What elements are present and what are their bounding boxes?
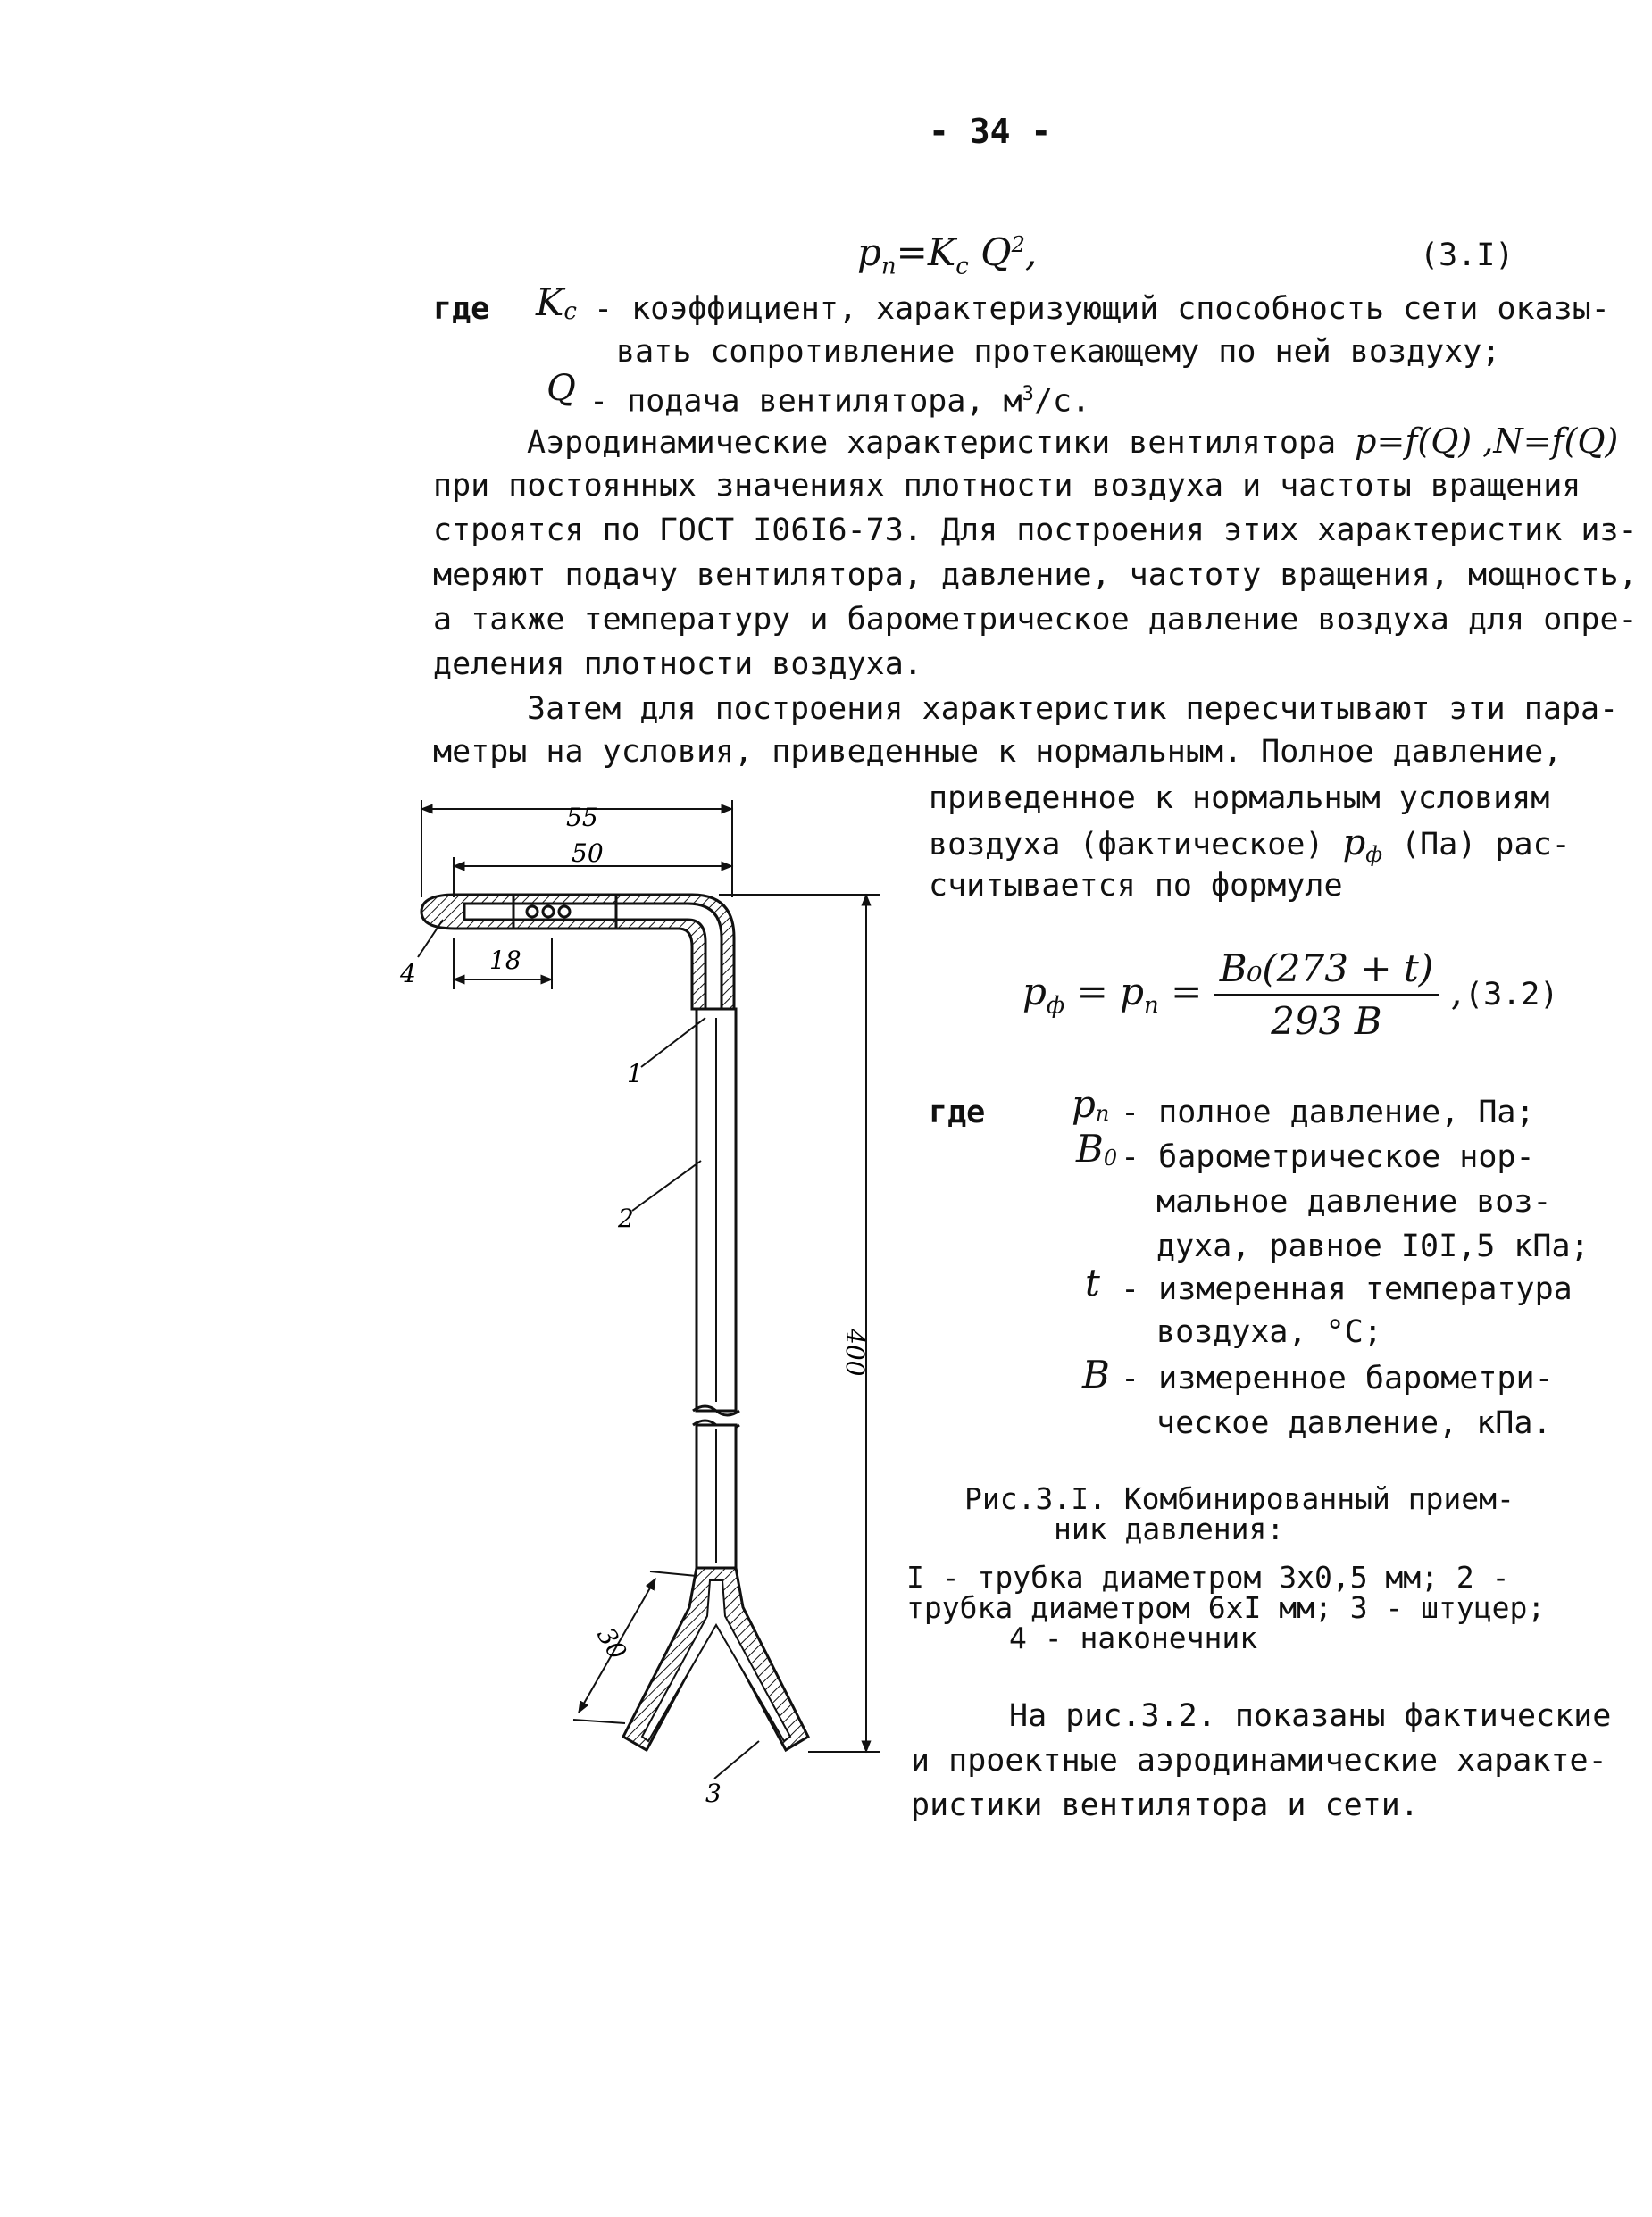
def-b0-sym: B (1076, 1127, 1104, 1171)
kc-definition-line-1: - коэффициент, характеризующий способность сети оказы- (594, 291, 1610, 327)
figure-caption-line-2: трубка диаметром 6xI мм; 3 - штуцер; (906, 1590, 1546, 1625)
para2-line-3: приведенное к нормальным условиям (929, 780, 1550, 816)
eq31-exp: 2 (1011, 232, 1025, 257)
where-label-2: где (929, 1095, 986, 1130)
eq31-mid: =K (896, 230, 956, 274)
equation-3-2-number: (3.2) (1464, 977, 1559, 1013)
def-t-symbol: t (1085, 1261, 1100, 1304)
para3-line-3: ристики вентилятора и сети. (911, 1788, 1419, 1823)
where-label-1: где (433, 291, 490, 327)
equation-3-1-number: (3.I) (1420, 238, 1514, 273)
def-b0-sub: 0 (1103, 1146, 1118, 1171)
para1-line-4: меряют подачу вентилятора, давление, частоту вращения, мощность, (433, 557, 1638, 593)
def-b-symbol: B (1082, 1353, 1110, 1396)
def-pn-sub: n (1095, 1101, 1110, 1127)
eq32-eq: = (1171, 970, 1203, 1013)
para1-line-5: а также температуру и барометрическое давление воздуха для опре- (433, 602, 1638, 638)
dim-55: 55 (566, 803, 598, 832)
para2-line-4b: (Па) рас- (1401, 827, 1571, 863)
figure-caption-title-2: ник давления: (1054, 1512, 1285, 1546)
def-pn-line-1: - полное давление, Па; (1121, 1095, 1535, 1130)
dim-18: 18 (489, 946, 521, 975)
para2-line-1: Затем для построения характеристик пересчитывают эти пара- (527, 691, 1619, 727)
probe-body (421, 895, 808, 1750)
para1-line-6: деления плотности воздуха. (433, 646, 922, 682)
q-symbol: Q (546, 368, 576, 409)
callout-3: 3 (705, 1779, 722, 1808)
eq32-lhs: p (1022, 970, 1047, 1013)
para3-line-1: На рис.3.2. показаны фактические (1009, 1698, 1612, 1734)
eq31-tail: , (1024, 230, 1038, 274)
para1-line-1-text: Аэродинамические характеристики вентилятора (527, 425, 1337, 461)
dimension-lines (421, 800, 880, 1752)
para3-line-2: и проектные аэродинамические характе- (911, 1743, 1607, 1779)
para1-formula: p=f(Q) ,N=f(Q) (1355, 421, 1619, 461)
para1-line-2: при постоянных значениях плотности воздуха и частоты вращения (433, 468, 1581, 504)
def-b-line-1: - измеренное барометри- (1121, 1361, 1554, 1396)
figure-caption-line-1: I - трубка диаметром 3x0,5 мм; 2 - (906, 1560, 1510, 1595)
def-pn-sym: p (1072, 1082, 1096, 1126)
eq32-comma: , (1450, 970, 1463, 1013)
eq31-lhs: p (857, 230, 881, 274)
kc-definition-line-2: вать сопротивление протекающему по ней воздуху; (616, 334, 1501, 370)
eq32-denominator: 293 B (1271, 999, 1382, 1043)
para1-line-3: строятся по ГОСТ I06I6-73. Для построения этих характеристик из- (433, 513, 1638, 548)
dim-30: 30 (590, 1622, 633, 1665)
para2-line-2: метры на условия, приведенные к нормальным. Полное давление, (433, 734, 1563, 770)
def-b0-line-2: мальное давление воз- (1156, 1184, 1552, 1220)
para2-line-5: считывается по формуле (929, 868, 1343, 904)
dim-50: 50 (572, 838, 604, 868)
def-b0-line-3: духа, равное I0I,5 кПа; (1156, 1229, 1589, 1264)
q-def-a: - подача вентилятора, м (589, 383, 1022, 420)
def-t-line-2: воздуха, °C; (1156, 1314, 1382, 1350)
p-phi-symbol: p (1342, 822, 1366, 863)
para2-line-4a: воздуха (фактическое) (929, 827, 1324, 863)
eq32-mid: = p (1076, 970, 1145, 1013)
p-phi-sub: ф (1365, 842, 1382, 867)
def-t-line-1: - измеренная температура (1121, 1271, 1573, 1307)
eq32-mid-sub: n (1144, 992, 1159, 1020)
figure-caption-line-3: 4 - наконечник (1009, 1621, 1258, 1655)
eq31-q: Q (980, 230, 1012, 274)
eq31-lhs-sub: n (880, 253, 897, 280)
q-def-b: /с. (1033, 383, 1091, 420)
def-b-line-2: ческое давление, кПа. (1156, 1405, 1552, 1441)
def-b0-line-1: - барометрическое нор- (1121, 1139, 1535, 1175)
q-def-sup: 3 (1022, 383, 1034, 405)
dim-400: 400 (840, 1329, 870, 1377)
eq32-numerator: B₀(273 + t) (1214, 946, 1439, 996)
figure-caption-title-1: Рис.3.I. Комбинированный прием- (964, 1481, 1514, 1516)
callout-2: 2 (618, 1204, 634, 1233)
callout-4: 4 (400, 959, 416, 988)
eq32-lhs-sub: ф (1046, 992, 1065, 1020)
kc-sym: K (536, 280, 564, 324)
kc-sub: c (563, 298, 577, 326)
eq31-mid-sub: c (955, 253, 969, 280)
page-number: - 34 - (929, 112, 1052, 151)
callout-1: 1 (627, 1059, 643, 1088)
